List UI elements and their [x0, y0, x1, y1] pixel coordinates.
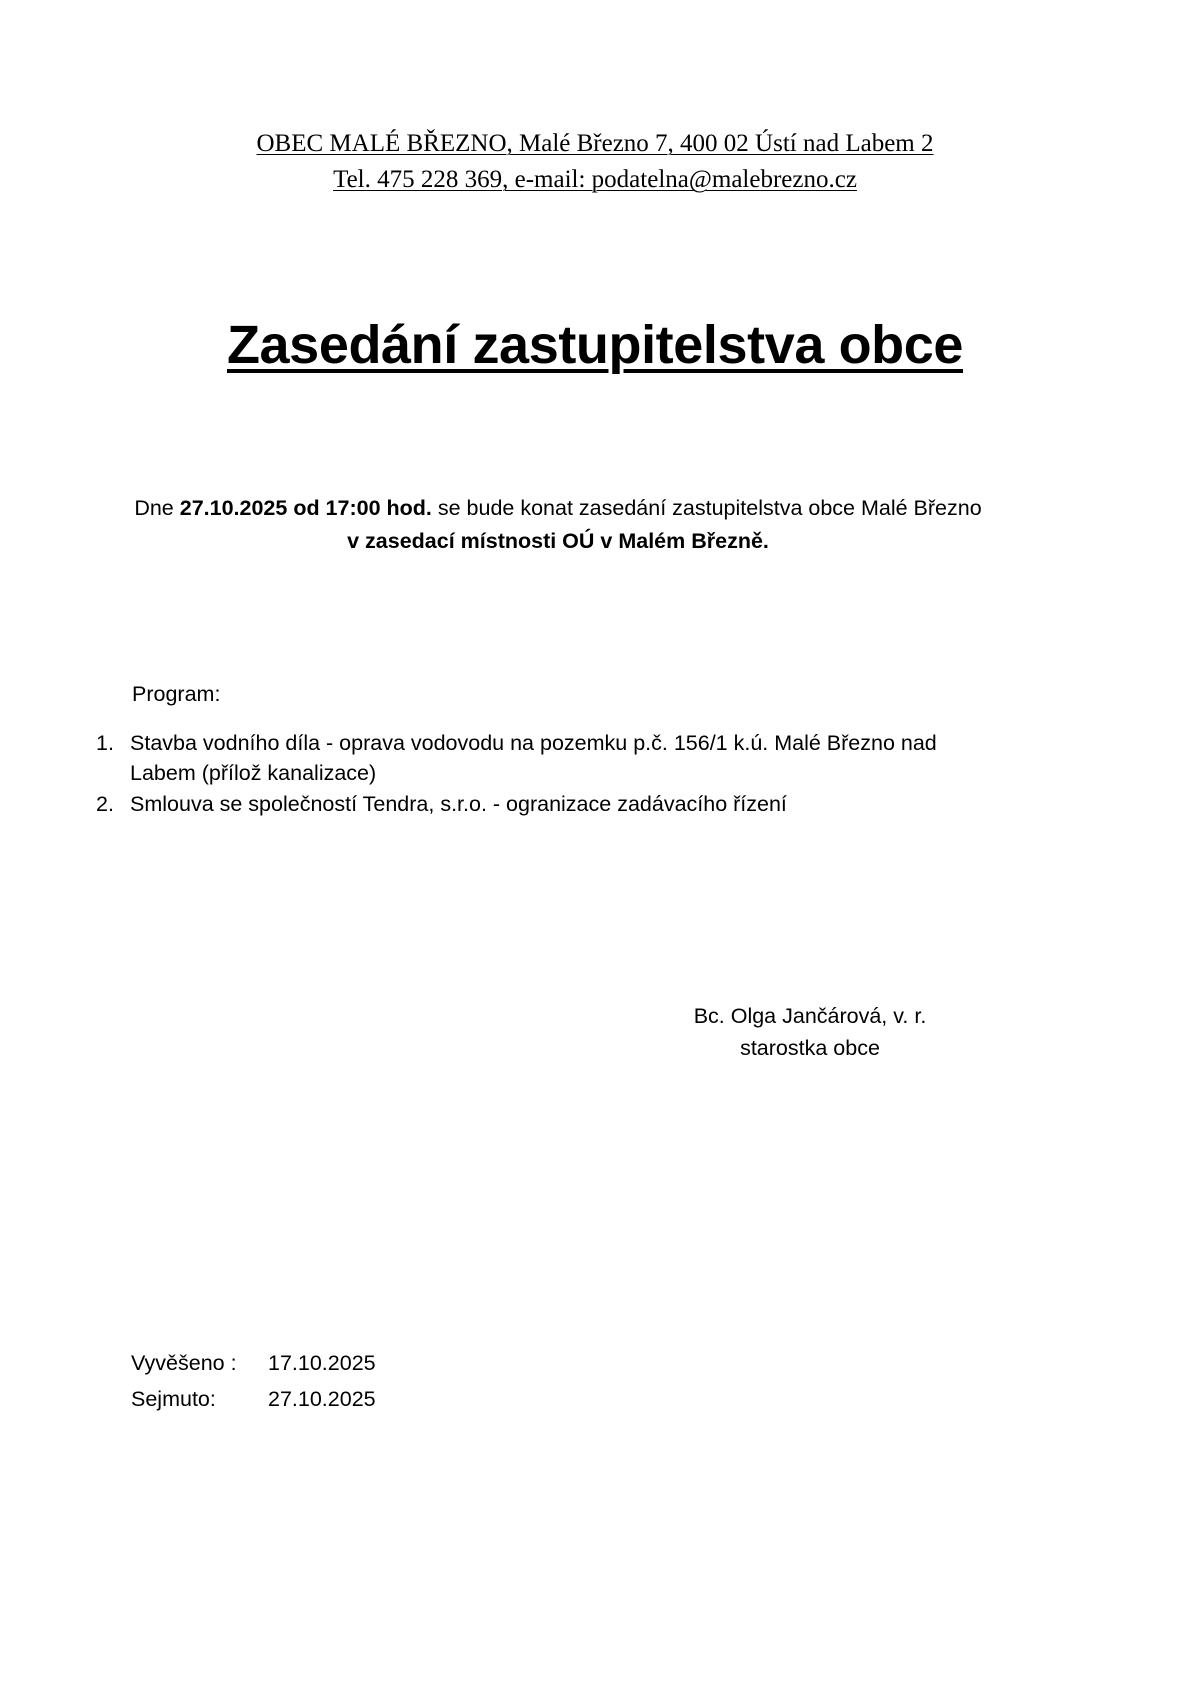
intro-line-2: v zasedací místnosti OÚ v Malém Březně. [347, 529, 769, 553]
signature-name: Bc. Olga Jančárová, v. r. [693, 1004, 927, 1028]
signature-role: starostka obce [740, 1036, 880, 1060]
letterhead-address-line [0, 126, 1190, 162]
posting-dates [131, 1345, 376, 1417]
posted-label: Vyvěšeno : [131, 1351, 237, 1375]
list-item-number: 2. [96, 792, 114, 816]
program-label: Program: [132, 682, 221, 706]
removed-row [131, 1381, 376, 1417]
letterhead [0, 126, 1190, 198]
list-item [96, 728, 986, 788]
list-item-text: Stavba vodního díla - oprava vodovodu na pozemku p.č. 156/1 k.ú. Malé Březno nad Labem (přílož kanalizace) [130, 731, 937, 785]
removed-label: Sejmuto: [131, 1387, 216, 1411]
list-item-number: 1. [96, 731, 114, 755]
removed-date: 27.10.2025 [268, 1387, 376, 1411]
intro-line-1 [118, 492, 998, 525]
page-title [0, 314, 1190, 376]
signature-block [600, 1000, 1020, 1064]
intro-paragraph [118, 492, 998, 558]
intro-suffix: se bude konat zasedání zastupitelstva obce Malé Březno [431, 496, 982, 520]
letterhead-address-text: OBEC MALÉ BŘEZNO, Malé Březno 7, 400 02 Ústí nad Labem 2 [256, 130, 934, 157]
list-item [96, 789, 986, 819]
intro-datetime: 27.10.2025 od 17:00 hod. [179, 496, 432, 520]
intro-prefix: Dne [134, 496, 180, 520]
posted-row [131, 1345, 376, 1381]
posted-date: 17.10.2025 [268, 1351, 376, 1375]
letterhead-contact-line [0, 162, 1190, 198]
page-title-text: Zasedání zastupitelstva obce [226, 315, 964, 376]
list-item-text: Smlouva se společností Tendra, s.r.o. - ogranizace zadávacího řízení [130, 792, 787, 816]
program-list [96, 728, 986, 820]
letterhead-contact-text: Tel. 475 228 369, e-mail: podatelna@malebrezno.cz [333, 166, 857, 193]
